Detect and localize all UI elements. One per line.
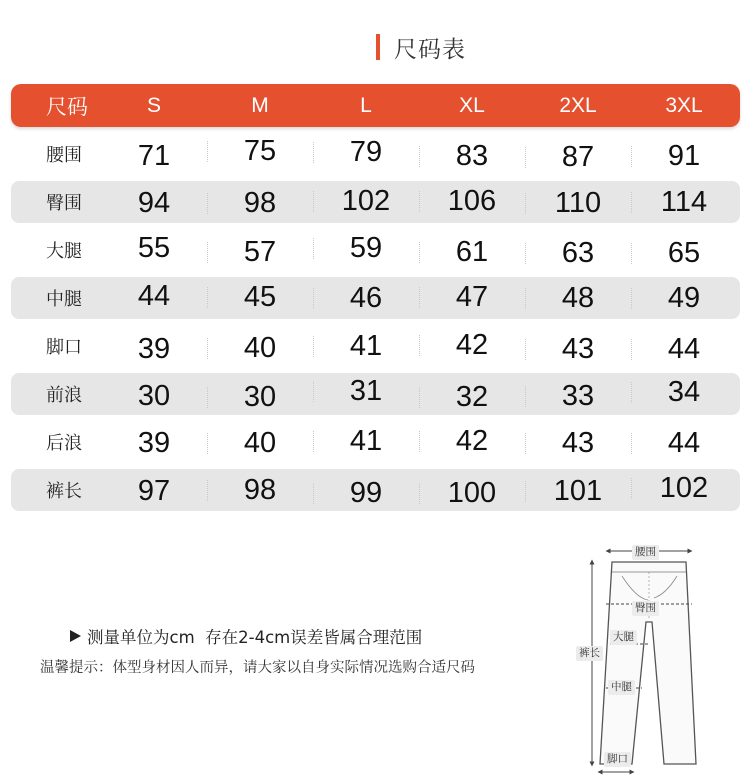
- size-value-text: 55: [137, 231, 171, 264]
- size-value-cell: [101, 187, 207, 220]
- size-value-text: 102: [341, 184, 391, 217]
- size-value-text: 41: [349, 329, 383, 362]
- header-size-label: 尺码: [46, 95, 88, 119]
- size-value-text: 63: [561, 236, 595, 269]
- size-value-cell: [207, 187, 313, 220]
- column-divider: [207, 387, 209, 408]
- table-header: [11, 84, 740, 127]
- header-m: M: [251, 93, 269, 117]
- measurement-note-text: 测量单位为cm 存在2-4cm误差皆属合理范围: [87, 628, 423, 647]
- size-value-text: 99: [349, 476, 383, 509]
- column-divider: [525, 243, 527, 264]
- size-value-text: 39: [137, 426, 171, 459]
- size-value-text: 83: [455, 139, 489, 172]
- size-value-text: 57: [243, 235, 277, 268]
- column-divider: [207, 480, 209, 501]
- size-value-text: 44: [137, 279, 171, 312]
- column-divider: [525, 386, 527, 407]
- header-2xl: 2XL: [559, 93, 597, 117]
- size-value-text: 43: [561, 332, 595, 365]
- column-divider: [525, 147, 527, 168]
- size-value-cell: [419, 425, 525, 458]
- size-value-text: 44: [667, 426, 701, 459]
- size-value-text: 71: [137, 139, 171, 172]
- size-value-text: 30: [243, 380, 277, 413]
- size-value-cell: [419, 477, 525, 510]
- size-value-cell: [101, 280, 207, 313]
- size-value-cell: [313, 477, 419, 510]
- size-value-cell: [525, 187, 631, 220]
- size-value-cell: [419, 236, 525, 269]
- size-value-cell: [313, 425, 419, 458]
- column-divider: [313, 191, 315, 212]
- size-value-cell: [525, 282, 631, 315]
- title-text: 尺码表: [394, 36, 466, 63]
- column-divider: [525, 193, 527, 214]
- header-l: L: [360, 93, 372, 117]
- column-divider: [631, 146, 633, 167]
- diagram-label-hem: 脚口: [604, 752, 631, 767]
- size-value-cell: [101, 232, 207, 265]
- size-value-cell: [313, 282, 419, 315]
- size-value-cell: [525, 427, 631, 460]
- size-value-cell: [101, 380, 207, 413]
- size-value-text: 110: [554, 186, 602, 219]
- row-label: 大腿: [46, 241, 82, 262]
- column-divider: [525, 481, 527, 502]
- column-divider: [207, 141, 209, 162]
- column-divider: [207, 193, 209, 214]
- row-label: 脚口: [46, 337, 82, 358]
- column-divider: [525, 433, 527, 454]
- page-title: [376, 30, 466, 64]
- table-row: [11, 373, 740, 415]
- size-value-text: 61: [455, 235, 489, 268]
- column-divider: [631, 382, 633, 403]
- size-value-cell: [631, 333, 737, 366]
- column-divider: [313, 336, 315, 357]
- size-value-cell: [207, 427, 313, 460]
- size-value-text: 40: [243, 426, 277, 459]
- column-divider: [419, 335, 421, 356]
- size-value-cell: [313, 375, 419, 408]
- column-divider: [313, 142, 315, 163]
- size-value-text: 42: [455, 424, 489, 457]
- size-value-cell: [631, 237, 737, 270]
- column-divider: [207, 242, 209, 263]
- size-value-cell: [419, 185, 525, 218]
- column-divider: [631, 339, 633, 360]
- column-divider: [313, 431, 315, 452]
- size-value-cell: [631, 472, 737, 505]
- column-divider: [419, 287, 421, 308]
- row-label: 腰围: [46, 145, 82, 166]
- size-value-text: 40: [243, 331, 277, 364]
- size-value-cell: [525, 237, 631, 270]
- header-s: S: [146, 93, 161, 117]
- column-divider: [313, 288, 315, 309]
- size-value-cell: [313, 136, 419, 169]
- size-value-text: 47: [455, 280, 489, 313]
- column-divider: [313, 381, 315, 402]
- size-value-cell: [419, 329, 525, 362]
- size-value-text: 49: [667, 281, 701, 314]
- size-tip: 温馨提示：体型身材因人而异，请大家以自身实际情况选购合适尺码: [40, 660, 475, 676]
- size-value-text: 114: [660, 185, 708, 218]
- row-label: 中腿: [46, 289, 82, 310]
- size-value-text: 106: [447, 184, 497, 217]
- size-value-text: 48: [561, 281, 595, 314]
- size-value-cell: [631, 140, 737, 173]
- size-value-text: 34: [667, 375, 701, 408]
- column-divider: [419, 483, 421, 504]
- column-divider: [313, 483, 315, 504]
- column-divider: [207, 433, 209, 454]
- size-value-text: 75: [243, 134, 277, 167]
- column-divider: [419, 146, 421, 167]
- table-row: [11, 469, 740, 511]
- column-divider: [631, 478, 633, 499]
- size-value-cell: [101, 475, 207, 508]
- triangle-bullet-icon: [70, 630, 81, 642]
- size-value-text: 87: [561, 140, 595, 173]
- diagram-label-hip: 臀围: [632, 601, 659, 616]
- size-value-text: 42: [455, 328, 489, 361]
- size-value-text: 46: [349, 281, 383, 314]
- size-value-text: 101: [553, 474, 603, 507]
- row-label: 臀围: [46, 193, 82, 214]
- size-value-text: 33: [561, 379, 595, 412]
- diagram-label-thigh: 大腿: [610, 630, 637, 645]
- row-label: 前浪: [46, 385, 82, 406]
- column-divider: [419, 387, 421, 408]
- size-value-cell: [101, 427, 207, 460]
- column-divider: [631, 433, 633, 454]
- column-divider: [631, 243, 633, 264]
- size-value-cell: [207, 281, 313, 314]
- table-row: [11, 181, 740, 223]
- size-value-text: 102: [659, 471, 709, 504]
- size-value-cell: [207, 236, 313, 269]
- size-value-cell: [313, 330, 419, 363]
- size-value-text: 39: [137, 332, 171, 365]
- row-label: 裤长: [46, 481, 82, 502]
- size-value-cell: [313, 232, 419, 265]
- column-divider: [313, 238, 315, 259]
- size-value-cell: [631, 376, 737, 409]
- size-value-cell: [631, 186, 737, 219]
- table-row: [11, 229, 740, 271]
- size-value-cell: [525, 141, 631, 174]
- table-row: [11, 325, 740, 367]
- size-value-text: 59: [349, 231, 383, 264]
- column-divider: [207, 287, 209, 308]
- size-value-cell: [207, 135, 313, 168]
- size-value-cell: [207, 381, 313, 414]
- size-value-cell: [631, 282, 737, 315]
- size-value-text: 41: [349, 424, 383, 457]
- table-row: [11, 133, 740, 175]
- size-value-text: 79: [349, 135, 383, 168]
- column-divider: [631, 288, 633, 309]
- size-value-text: 43: [561, 426, 595, 459]
- size-value-cell: [207, 474, 313, 507]
- column-divider: [525, 288, 527, 309]
- size-value-cell: [419, 140, 525, 173]
- size-value-cell: [207, 332, 313, 365]
- size-value-text: 98: [243, 186, 277, 219]
- measurement-note: [70, 624, 422, 648]
- header-3xl: 3XL: [665, 93, 703, 117]
- title-accent-bar: [376, 34, 380, 60]
- size-value-cell: [419, 381, 525, 414]
- row-label: 后浪: [46, 433, 82, 454]
- diagram-label-waist: 腰围: [632, 545, 659, 560]
- column-divider: [419, 242, 421, 263]
- size-table: [11, 84, 740, 511]
- table-row: [11, 277, 740, 319]
- size-value-cell: [525, 333, 631, 366]
- diagram-label-mid-leg: 中腿: [608, 680, 635, 695]
- pants-diagram: [566, 536, 746, 776]
- header-xl: XL: [459, 93, 485, 117]
- diagram-label-length: 裤长: [576, 646, 603, 661]
- size-value-cell: [525, 475, 631, 508]
- size-value-cell: [419, 281, 525, 314]
- size-value-text: 45: [243, 280, 277, 313]
- table-row: [11, 421, 740, 463]
- column-divider: [207, 338, 209, 359]
- size-value-text: 94: [137, 186, 171, 219]
- size-value-text: 91: [667, 139, 701, 172]
- column-divider: [525, 339, 527, 360]
- size-value-text: 100: [447, 476, 497, 509]
- size-value-text: 97: [137, 474, 171, 507]
- column-divider: [631, 192, 633, 213]
- size-value-text: 98: [243, 473, 277, 506]
- size-value-text: 65: [667, 236, 701, 269]
- size-value-text: 44: [667, 332, 701, 365]
- size-value-cell: [101, 140, 207, 173]
- size-value-cell: [525, 380, 631, 413]
- column-divider: [419, 191, 421, 212]
- size-value-text: 32: [455, 380, 489, 413]
- size-value-text: 31: [349, 374, 383, 407]
- column-divider: [419, 431, 421, 452]
- size-value-cell: [631, 427, 737, 460]
- size-value-cell: [101, 333, 207, 366]
- size-value-text: 30: [137, 379, 171, 412]
- size-value-cell: [313, 185, 419, 218]
